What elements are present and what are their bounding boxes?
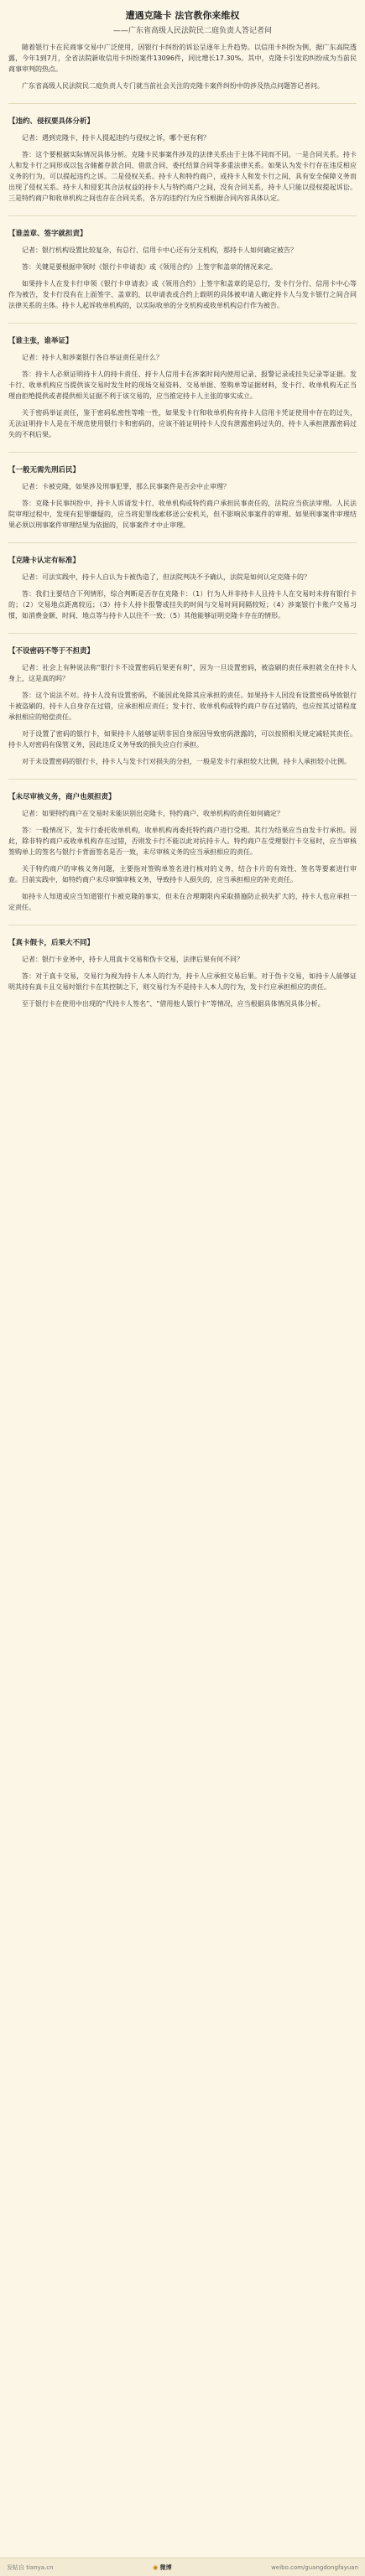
section-paragraph: 关于特约商户的审核义务问题，主要指对签购单签名进行核对的义务，结合卡片的有效性、签名等要素进行审查。目前实践中，如特约商户未尽审慎审核义务，导致持卡人损失的，应当承担相应的补充责任。: [8, 865, 357, 884]
section-divider: [8, 103, 357, 104]
article-subtitle: ——广东省高级人民法院民二庭负责人答记者问: [112, 27, 272, 35]
section-paragraph: 答：一般情况下，发卡行委托收单机构，收单机构再委托特约商户进行受理。其行为结果应当由发卡行承担。因此，除非特约商户或收单机构存在过错，否则发卡行不能以此对抗持卡人。特约商户在受理银行卡交易时，应当审核签购单上的签名与银行卡背面签名是否一致，未尽审核义务的应当承担相应的责任。: [8, 827, 357, 856]
section-paragraph: 对于设置了密码的银行卡，如果持卡人能够证明非因自身原因导致密码泄露的，可以按照相关规定减轻其责任。持卡人对密码有保管义务，因此违反义务导致的损失应自行承担。: [8, 730, 357, 749]
section-heading: 【谁主张，谁举证】: [8, 337, 73, 345]
section-paragraph: 答：我们主要结合下列情形，综合判断是否存在克隆卡：（1）行为人并非持卡人且持卡人在交易时未持有银行卡的；（2）交易地点距离较远；（3）持卡人持卡报警或挂失的时间与交易时间间隔较短；（4）涉案银行卡账户交易习惯，如消费金额、时间、地点等与持卡人以往不一致；（5）其他能够证明克隆卡存在的情形。: [8, 590, 357, 619]
section-divider: [8, 779, 357, 780]
section-heading: 【克隆卡认定有标准】: [8, 557, 81, 565]
article-header: [8, 8, 357, 35]
section-paragraph: 记者：银行卡业务中，持卡人用真卡交易和伪卡交易，法律后果有何不同？: [22, 956, 243, 963]
qa-section: [8, 228, 357, 324]
footer-url[interactable]: weibo.com/guangdongfayuan: [271, 2563, 358, 2571]
section-paragraph: 关于密码举证责任，鉴于密码私密性等唯一性，如果发卡行和收单机构有持卡人信用卡凭证使用中存在的过失，无法证明持卡人是在不规范使用银行卡和密码的，应该不能证明持卡人没有泄露密码过失的，持卡人承担泄露密码过失的不利后果。: [8, 409, 357, 438]
footer-source[interactable]: 发帖自 tianya.cn: [7, 2563, 54, 2571]
intro-paragraph: 随着银行卡在民商事交易中广泛使用，因银行卡纠纷的诉讼呈逐年上升趋势。以信用卡纠纷为例，据广东高院透露，今年1到7月，全省法院新收信用卡纠纷案件13096件，同比增长17.30%。其中，克隆卡引发的纠纷成为当前民商事审判的热点。: [8, 44, 357, 73]
section-divider: [8, 452, 357, 453]
section-divider: [8, 323, 357, 324]
qa-section: [8, 937, 357, 1009]
section-divider: [8, 215, 357, 216]
section-paragraph: 答：这个要根据实际情况具体分析。克隆卡民事案件涉及的法律关系由于主体不同而不同。一是合同关系。持卡人和发卡行之间形成以包含储蓄存款合同、借款合同、委托结算合同等多重法律关系。如果认为发卡行存在违反相应义务的行为，可以提起违约之诉。二是侵权关系。持卡人和特约商户，或持卡人和发卡行之间，具有安全保障义务而出现了侵权关系。持卡人和侵犯其合法权益的持卡人与特约商户之间，没有合同关系，持卡人只能以侵权提起诉讼。三是特约商户和收单机构之间也存在合同关系，各方的违约行为应当根据合同内容具体认定。: [8, 151, 357, 202]
section-divider: [8, 542, 357, 543]
section-paragraph: 记者：如果特约商户在交易时未能识别出克隆卡，特约商户、收单机构的责任如何确定？: [22, 810, 284, 817]
section-heading: 【一般无需先刑后民】: [8, 466, 81, 474]
section-heading: 【真卡假卡，后果大不同】: [8, 939, 95, 947]
section-paragraph: 答：对于真卡交易，交易行为视为持卡人本人的行为，持卡人应承担交易后果。对于伪卡交易，如持卡人能够证明其持有真卡且交易时银行卡在其控制之下，则交易行为不是持卡人本人的行为，发卡行应承担相应的责任。: [8, 972, 357, 991]
section-heading: 【不设密码不等于不担责】: [8, 647, 95, 656]
qa-section: [8, 464, 357, 543]
qa-section: [8, 555, 357, 634]
section-divider: [8, 633, 357, 634]
section-paragraph: 对于未设置密码的银行卡，持卡人与发卡行对损失的分担，一般是发卡行承担较大比例，持卡人承担较小比例。: [22, 758, 351, 765]
section-paragraph: 至于银行卡在使用中出现的“代持卡人签名”、“借用他人银行卡”等情况，应当根据具体情况具体分析。: [22, 1000, 325, 1008]
section-paragraph: 答：这个说法不对。持卡人没有设置密码，不能因此免除其应承担的责任。如果持卡人因没有设置密码导致银行卡被盗刷的，持卡人自身存在过错，应承担相应责任；发卡行、收单机构或特约商户存在过错的，也应按其过错程度承担相应的赔偿责任。: [8, 692, 357, 721]
section-paragraph: 记者：持卡人和涉案银行各自举证责任是什么？: [22, 354, 163, 361]
qa-section: [8, 791, 357, 925]
footer-brand[interactable]: [153, 2563, 172, 2572]
section-paragraph: 答：关键是要根据申领时《银行卡申请表》或《领用合约》上签字和盖章的情况来定。: [22, 263, 277, 271]
qa-section: [8, 335, 357, 453]
section-paragraph: 记者：社会上有种说法称“银行卡不设置密码后果更有利”，因为一旦设置密码，被盗刷的责任承担就全在持卡人身上，这是真的吗？: [8, 664, 357, 682]
article-title: 遭遇克隆卡 法官教你来维权: [125, 10, 240, 21]
section-heading: 【未尽审核义务，商户也须担责】: [8, 793, 116, 801]
section-paragraph: 答：持卡人必须证明持卡人的持卡责任、持卡人信用卡在涉案时间内使用记录、报警记录或挂失记录等证据。发卡行、收单机构应当提供该交易时发生时的现场交易资料、交易单据、签购单等证据材料，发卡行、收单机构无正当理由拒绝提供或者提供相关证据不利于该交易的，应当推定持卡人主张的事实成立。: [8, 371, 357, 400]
sections-container: [8, 116, 357, 1009]
section-heading: 【违约、侵权要具体分析】: [8, 117, 95, 126]
intro-paragraph: 广东省高级人民法院民二庭负责人专门就当前社会关注的克隆卡案件纠纷中的涉及热点问题答记者问。: [22, 82, 324, 90]
intro-block: [8, 42, 357, 91]
section-paragraph: 答：克隆卡民事纠纷中，持卡人诉请发卡行、收单机构或特约商户承担民事责任的，法院应当依法审理。人民法院审理过程中，发现有犯罪嫌疑的，应当将犯罪线索移送公安机关，但不影响民事案件的审理。如果刑事案件审理结果必须以刑事案件审理结果为依据的，民事案件才中止审理。: [8, 500, 357, 529]
section-heading: 【谁盖章、签字就担责】: [8, 230, 87, 238]
section-paragraph: 记者：卡被克隆，如果涉及刑事犯罪，那么民事案件是否会中止审理？: [22, 483, 230, 490]
page-footer: [0, 2558, 365, 2576]
qa-section: [8, 116, 357, 216]
weibo-logo-icon: ◉: [153, 2563, 159, 2571]
qa-section: [8, 645, 357, 780]
section-paragraph: 记者：银行机构设置比较复杂，有总行、信用卡中心还有分支机构，那持卡人如何确定被告？: [22, 246, 297, 254]
section-paragraph: 如持卡人知道或应当知道银行卡被克隆的事实，但未在合理期限内采取措施防止损失扩大的，持卡人也应承担一定责任。: [8, 893, 357, 911]
section-paragraph: 如果持卡人在发卡行申领《银行卡申请表》或《领用合约》上签字和盖章的是总行，发卡行分行、信用卡中心等作为被告，发卡行没有在上面签字、盖章的，以申请表或合约上载明的具体被申请人确定持卡人与发卡银行之间合同法律关系的主体。持卡人起诉收单机构的，以实际收单的分支机构或收单机构总行作为被告。: [8, 280, 357, 309]
section-paragraph: 记者：遇到克隆卡，持卡人提起违约与侵权之诉，哪个更有利？: [22, 134, 210, 142]
footer-brand-label: 微博: [159, 2563, 172, 2571]
section-paragraph: 记者：可法实践中，持卡人自认为卡被伪造了，但法院判决不予确认，法院是如何认定克隆卡的？: [22, 573, 310, 581]
